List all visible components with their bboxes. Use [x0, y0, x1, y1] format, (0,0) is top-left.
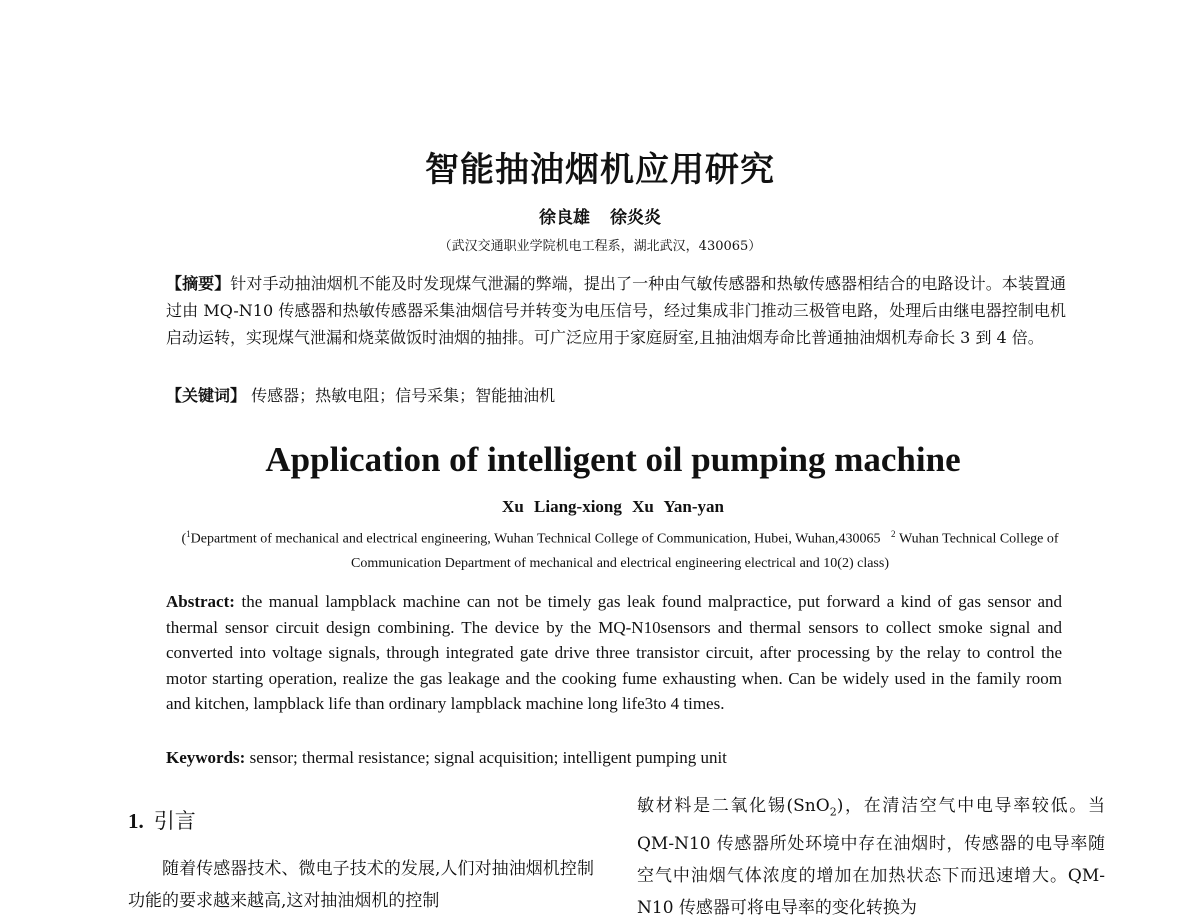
abstract-cn-text: 针对手动抽油烟机不能及时发现煤气泄漏的弊端，提出了一种由气敏传感器和热敏传感器相结合的电路设计。本装置通过由 MQ-N10 传感器和热敏传感器采集油烟信号并转变为电压信号，经过集成非门推动三极管电路，处理后由继电器控制电机启动运转，实现煤气泄漏和烧菜做饭时油烟的抽排。可广泛应用于家庭厨室,且抽油烟寿命比普通抽油烟机寿命长 3 到 4 倍。	[166, 274, 1066, 347]
affiliation-en-sup2: 2	[891, 529, 896, 539]
paper-title-en: Application of intelligent oil pumping machine	[265, 440, 961, 479]
paper-title-cn: 智能抽油烟机应用研究	[425, 150, 775, 190]
right-column-text-b: )，在清洁空气中电导率较低。当 QM-N10 传感器所处环境中存在油烟时，传感器的电导率随空气中油烟气体浓度的增加在加热状态下而迅速增大。QM-N10 传感器可将电导率的变化转换为	[637, 796, 1105, 919]
right-column-text	[637, 790, 1105, 924]
keywords-en-text: sensor; thermal resistance; signal acquisition; intelligent pumping unit	[249, 748, 727, 767]
affiliation-en-part2: Wuhan Technical College of Communication Department of mechanical and electrical engineering electrical and 10(2) class	[351, 531, 1059, 571]
abstract-en-text: the manual lampblack machine can not be timely gas leak found malpractice, put forward a kind of gas sensor and thermal sensor circuit design combining. The device by the MQ-N10sensors and thermal sensors to collect smoke signal and converted into voltage signals, through integrated gate drive three transistor circuit, after processing by the relay to control the motor starting operation, realize the gas leakage and the cooking fume exhausting when. Can be widely used in the family room and kitchen, lampblack life than ordinary lampblack machine long life3to 4 times.	[166, 592, 1063, 713]
section-body-text: 随着传感器技术、微电子技术的发展,人们对抽油烟机控制功能的要求越来越高,这对抽油烟机的控制	[128, 859, 594, 911]
affiliation-en-part1: Department of mechanical and electrical engineering, Wuhan Technical College of Communication, Hubei, Wuhan,430065	[190, 531, 881, 547]
right-column	[637, 790, 1105, 924]
section-title: 引言	[153, 809, 196, 833]
abstract-en	[166, 589, 1062, 717]
right-column-text-a: 敏材料是二氧化锡(SnO	[637, 796, 830, 816]
left-column	[128, 805, 594, 917]
affiliation-en	[140, 522, 1100, 576]
section-number: 1.	[128, 809, 144, 833]
keywords-cn-label: 【关键词】	[166, 386, 247, 405]
affiliation-en-close: )	[884, 555, 889, 571]
affiliation-cn: （武汉交通职业学院机电工程系，湖北武汉，430065）	[438, 239, 762, 254]
keywords-en	[166, 745, 1062, 770]
abstract-cn	[166, 270, 1066, 351]
keywords-cn	[166, 382, 1066, 409]
affiliation-en-sup1: 1	[186, 529, 191, 539]
keywords-cn-text: 传感器；热敏电阻；信号采集；智能抽油机	[251, 386, 556, 405]
section-heading	[128, 805, 594, 835]
abstract-en-label: Abstract:	[166, 592, 235, 611]
right-column-subscript: 2	[829, 805, 837, 819]
authors-en: Xu Liang-xiong Xu Yan-yan	[502, 497, 724, 516]
abstract-cn-label: 【摘要】	[166, 274, 231, 293]
keywords-en-label: Keywords:	[166, 748, 246, 767]
authors-cn: 徐良雄 徐炎炎	[539, 208, 661, 228]
affiliation-en-open: (	[181, 531, 187, 547]
